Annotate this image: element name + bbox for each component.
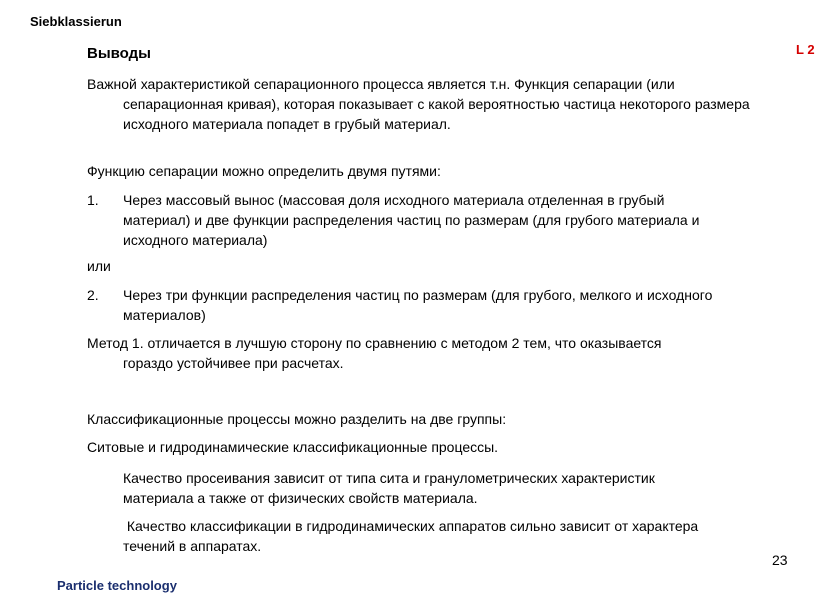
list-item-2-text: Через три функции распределения частиц по размерам (для грубого, мелкого и исходного материалов) [123,287,713,323]
header-right-label: L 2 [796,42,815,57]
list-item-1-text: Через массовый вынос (массовая доля исходного материала отделенная в грубый материал) и две функции распределения частиц по размерам (для грубого материала и исходного материала) [123,192,700,248]
list-item-1-number: 1. [87,192,99,208]
paragraph-method-comparison: Метод 1. отличается в лучшую сторону по сравнению с методом 2 тем, что оказывается гораздо устойчивее при расчетах. [87,335,662,371]
footer-label: Particle technology [57,578,177,593]
paragraph-sieving-quality: Качество просеивания зависит от типа сита и гранулометрических характеристик материала а также от физических свойств материала. [123,470,655,506]
paragraph-separation-function: Важной характеристикой сепарационного процесса является т.н. Функция сепарации (или сепарационная кривая), которая показывает с какой вероятностью частица некоторого размера исходного материала попадет в грубый материал. [87,76,750,132]
list-item-2-number: 2. [87,287,99,303]
header-left-label: Siebklassierun [30,14,122,29]
page-number: 23 [772,552,788,568]
paragraph-classification-groups: Классификационные процессы можно разделить на две группы: [87,411,507,427]
paragraph-two-ways: Функцию сепарации можно определить двумя путями: [87,163,441,179]
paragraph-or: или [87,258,111,274]
paragraph-classification-quality: Качество классификации в гидродинамических аппаратов сильно зависит от характера течений в аппаратах. [123,518,703,554]
slide-title: Выводы [87,45,151,62]
list-item-2 [87,285,737,327]
paragraph-sieve-hydrodynamic: Ситовые и гидродинамические классификационные процессы. [87,439,499,455]
list-item-1 [87,190,737,252]
